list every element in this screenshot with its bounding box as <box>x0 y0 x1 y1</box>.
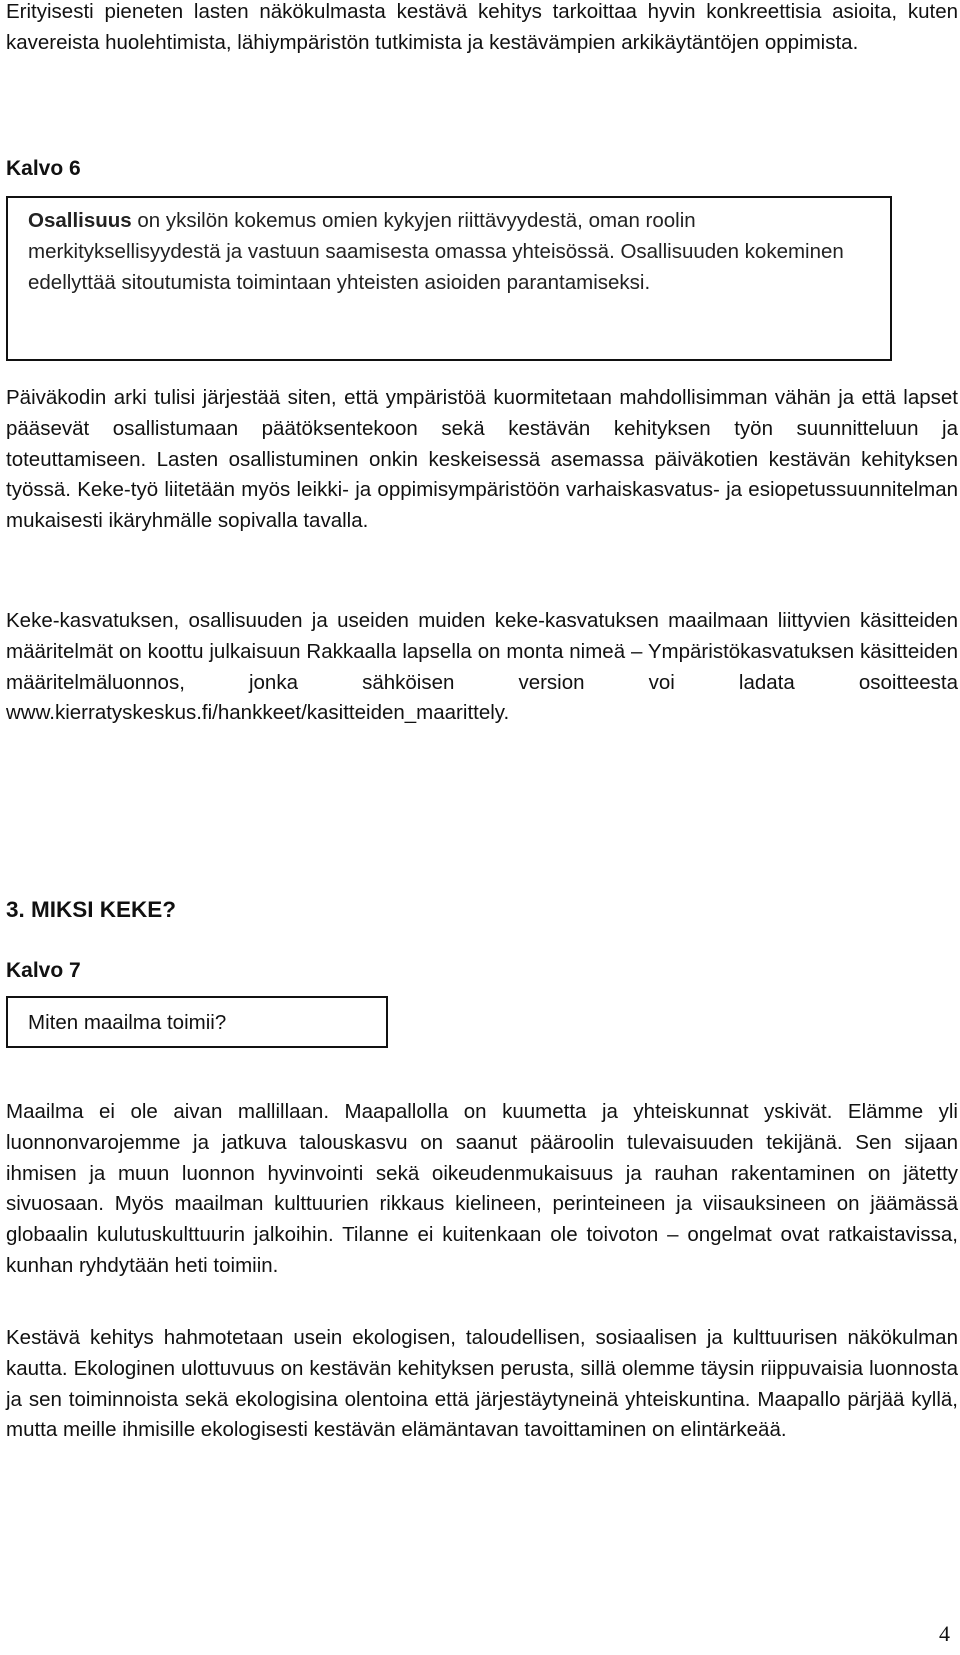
slide-7-question: Miten maailma toimii? <box>28 1011 227 1034</box>
slide-6-heading: Kalvo 6 <box>6 157 81 180</box>
participation-definition-text: on yksilön kokemus omien kykyjen riittävyydestä, oman roolin merkityksellisyydestä ja vastuun saamisesta omassa yhteisössä. Osallisuuden kokeminen edellyttää sitoutumista toimintaan yhteisten asioiden parantamiseksi. <box>28 209 844 294</box>
sustainability-paragraph: Kestävä kehitys hahmotetaan usein ekologisen, taloudellisen, sosiaalisen ja kulttuurisen näkökulman kautta. Ekologinen ulottuvuus on kestävän kehityksen perusta, sillä olemme täysin riippuvaisia luonnosta ja sen toiminnoista sekä ekologisina olentoina että järjestäytyneinä yhteiskuntina. Maapallo pärjää kyllä, mutta meille ihmisille ekologisesti kestävän elämäntavan tavoittaminen on elintärkeää. <box>6 1326 958 1442</box>
publication-url: www.kierratyskeskus.fi/hankkeet/kasitteiden_maarittely. <box>6 701 510 725</box>
participation-definition <box>28 206 870 298</box>
intro-paragraph: Erityisesti pieneten lasten näkökulmasta kestävä kehitys tarkoittaa hyvin konkreettisia asioita, kuten kavereista huolehtimista, lähiympäristön tutkimista ja kestävämpien arkikäytäntöjen oppimista. <box>6 0 958 54</box>
daycare-paragraph: Päiväkodin arki tulisi järjestää siten, että ympäristöä kuormitetaan mahdollisimman vähän ja että lapset pääsevät osallistumaan päätöksentekoon sekä kestävän kehityksen työn suunnitteluun ja toteuttamiseen. Lasten osallistuminen onkin keskeisessä asemassa päiväkotien kestävän kehityksen työssä. Keke-työ liitetään myös leikki- ja oppimisympäristöön varhaiskasvatus- ja esiopetussuunnitelman mukaisesti ikäryhmälle sopivalla tavalla. <box>6 386 958 533</box>
slide-6-box <box>6 196 892 361</box>
page-number: 4 <box>939 1621 950 1646</box>
publication-paragraph-text: Keke-kasvatuksen, osallisuuden ja useiden muiden keke-kasvatuksen maailmaan liittyvien käsitteiden määritelmät on koottu julkaisuun Rakkaalla lapsella on monta nimeä – Ympäristökasvatuksen käsitteiden määritelmäluonnos, jonka sähköisen version voi ladata osoitteesta <box>6 609 958 694</box>
participation-term: Osallisuus <box>28 209 132 232</box>
slide-7-box <box>6 996 388 1048</box>
publication-paragraph <box>6 606 958 729</box>
world-paragraph: Maailma ei ole aivan mallillaan. Maapallolla on kuumetta ja yhteiskunnat yskivät. Elämme yli luonnonvarojemme ja jatkuva talouskasvu on saanut pääroolin tulevaisuuden tekijänä. Sen sijaan ihmisen ja muun luonnon hyvinvointi sekä oikeudenmukaisuus ja rauhan rakentaminen on jätetty sivuosaan. Myös maailman kulttuurien rikkaus kielineen, perinteineen ja viisauksineen on jäämässä globaalin kulutuskulttuurin jalkoihin. Tilanne ei kuitenkaan ole toivoton – ongelmat ovat ratkaistavissa, kunhan ryhdytään heti toimiin. <box>6 1100 958 1277</box>
slide-7-heading: Kalvo 7 <box>6 959 81 982</box>
section-3-heading: 3. MIKSI KEKE? <box>6 897 177 922</box>
